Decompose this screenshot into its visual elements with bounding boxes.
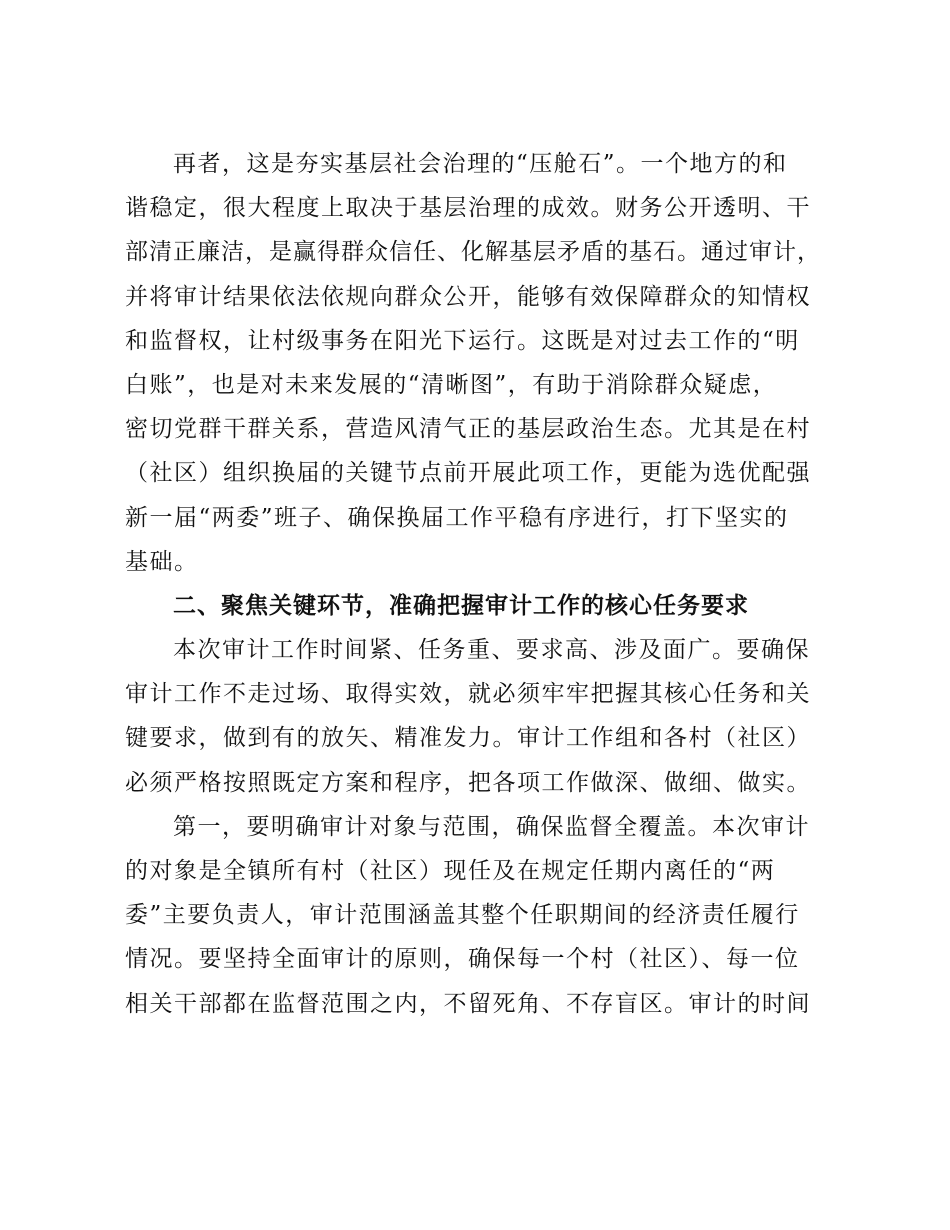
document-body [125, 142, 825, 1026]
paragraph-line: 和监督权，让村级事务在阳光下运行。这既是对过去工作的“明 [125, 327, 800, 354]
paragraph-line: 键要求，做到有的放矢、精准发力。审计工作组和各村（社区） [125, 725, 811, 752]
paragraph-line: 委”主要负责人，审计范围涵盖其整个任职期间的经济责任履行 [125, 902, 800, 929]
section-heading: 二、聚焦关键环节，准确把握审计工作的核心任务要求 [173, 592, 749, 619]
paragraph-line: 部清正廉洁，是赢得群众信任、化解基层矛盾的基石。通过审计， [125, 239, 821, 266]
paragraph-line: 审计工作不走过场、取得实效，就必须牢牢把握其核心任务和关 [125, 681, 811, 708]
paragraph-line: 本次审计工作时间紧、任务重、要求高、涉及面广。要确保 [173, 637, 810, 664]
paragraph-line: 白账”，也是对未来发展的“清晰图”，有助于消除群众疑虑， [125, 371, 778, 398]
paragraph-line: 谐稳定，很大程度上取决于基层治理的成效。财务公开透明、干 [125, 195, 811, 222]
paragraph-line: 情况。要坚持全面审计的原则，确保每一个村（社区）、每一位 [125, 946, 800, 973]
paragraph-line: 基础。 [125, 548, 199, 575]
paragraph-line: 相关干部都在监督范围之内，不留死角、不存盲区。审计的时间 [125, 990, 811, 1017]
paragraph-line: （社区）组织换届的关键节点前开展此项工作，更能为选优配强 [125, 460, 811, 487]
paragraph-line: 第一，要明确审计对象与范围，确保监督全覆盖。本次审计 [173, 813, 810, 840]
paragraph-line: 并将审计结果依法依规向群众公开，能够有效保障群众的知情权 [125, 283, 811, 310]
paragraph-line: 再者，这是夯实基层社会治理的“压舱石”。一个地方的和 [173, 151, 788, 177]
paragraph-line: 必须严格按照既定方案和程序，把各项工作做深、做细、做实。 [125, 769, 811, 796]
paragraph-line: 的对象是全镇所有村（社区）现任及在规定任期内离任的“两 [125, 858, 776, 884]
paragraph-line: 新一届“两委”班子、确保换届工作平稳有序进行，打下坚实的 [125, 504, 789, 531]
paragraph-line: 密切党群干群关系，营造风清气正的基层政治生态。尤其是在村 [125, 416, 811, 443]
